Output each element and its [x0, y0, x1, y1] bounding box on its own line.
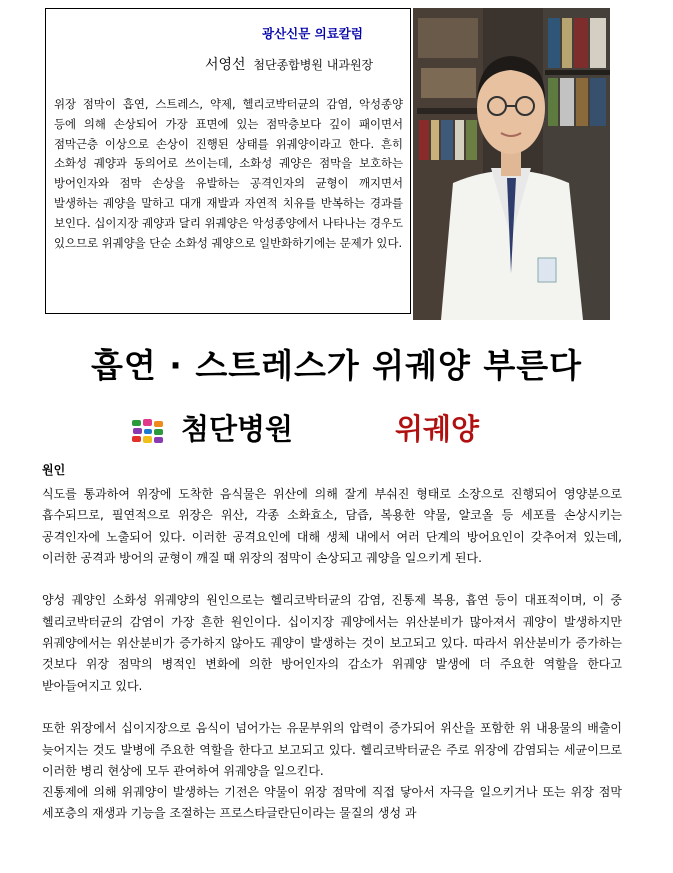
intro-text: 위장 점막이 흡연, 스트레스, 약제, 헬리코박터균의 감염, 악성종양 등에 의해 손상되어 가장 표면에 있는 점막층보다 깊이 패이면서 점막근층 이상으로 손상이 진행된 상태를 위궤양이라고 한다. 흔히 소화성 궤양과 동의어로 쓰이는데, 소화성 궤양은 점막을 보호하는 방어인자와 점막 손상을 유발하는 공격인자의 균형이 깨지면서 발생하는 궤양을 말하고 대개 재발과 자연적 치유를 반복하는 경과를 보인다. 십이지장 궤양과 달리 위궤양은 악성종양에서 나타나는 경우도 있으므로 위궤양을 단순 소화성 궤양으로 일반화하기에는 문제가 있다. — [54, 97, 403, 250]
section-heading: 원인 — [42, 463, 66, 477]
author-line — [205, 54, 405, 74]
topic-label: 위궤양 — [395, 412, 480, 446]
column-tag: 광산신문 의료칼럼 — [262, 26, 363, 41]
paragraph: 진통제에 의해 위궤양이 발생하는 기전은 약물이 위장 점막에 직접 닿아서 자극을 일으키거나 또는 위장 점막 세포층의 재생과 기능을 조절하는 프로스타글란딘이라는 물질의 생성 과 — [42, 785, 622, 821]
paragraph: 양성 궤양인 소화성 위궤양의 원인으로는 헬리코박터균의 감염, 진통제 복용, 흡연 등이 대표적이며, 이 중 헬리코박터균의 감염이 가장 흔한 원인이다. 십이지장 궤양에서는 위산분비가 많아져서 궤양이 발생하지만 위궤양에서는 위산분비가 증가하지 않아도 궤양이 발생하는 것이 보고되고 있다. 따라서 위산분비가 증가하는 것보다 위장 점막의 병적인 변화에 의한 방어인자의 감소가 위궤양 발생에 더 주요한 역할을 한다고 받아들여지고 있다. — [42, 593, 622, 693]
paragraph: 또한 위장에서 십이지장으로 음식이 넘어가는 유문부위의 압력이 증가되어 위산을 포함한 위 내용물의 배출이 늦어지는 것도 발병에 주요한 역할을 한다고 보고되고 있다. 헬리코박터균은 주로 위장에 감염되는 세균이므로 이러한 병리 현상에 모두 관여하여 위궤양을 일으킨다. — [42, 721, 622, 778]
paragraph: 식도를 통과하여 위장에 도착한 음식물은 위산에 의해 잘게 부숴진 형태로 소장으로 진행되어 영양분으로 흡수되므로, 필연적으로 위장은 위산, 각종 소화효소, 담즙, 복용한 약물, 알코올 등 세포를 손상시키는 공격인자에 노출되어 있다. 이러한 공격요인에 대해 생체 내에서 여러 단계의 방어요인이 갖추어져 있는데, 이러한 공격과 방어의 균형이 깨질 때 위장의 점막이 손상되고 궤양을 일으키게 된다. — [42, 487, 622, 565]
headline: 흡연 · 스트레스가 위궤양 부른다 — [91, 346, 582, 385]
author-name: 서영선 — [205, 57, 246, 73]
author-photo — [413, 8, 610, 320]
hospital-name: 첨단병원 — [181, 412, 294, 446]
hospital-logo-icon — [130, 418, 166, 444]
author-title: 첨단종합병원 내과원장 — [253, 58, 374, 72]
article-body — [42, 484, 622, 825]
